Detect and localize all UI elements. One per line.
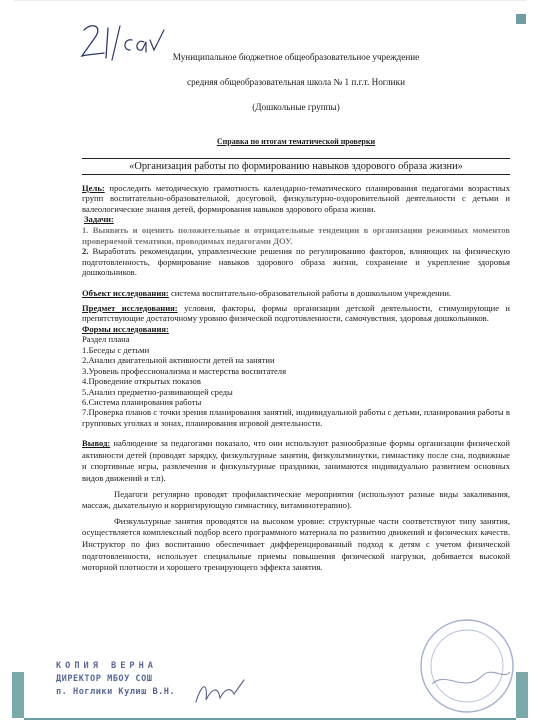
tasks-heading <box>82 214 510 225</box>
prophylaxis-paragraph: Педагоги регулярно проводят профилактические мероприятия (используют разные виды закаливания, массаж, дыхательную и корригирующую гимнастику, витаминотерапию). <box>82 488 510 511</box>
signature <box>190 672 250 712</box>
plan-item: 1.Беседы с детьми <box>82 344 150 355</box>
school-name-line-1: Муниципальное бюджетное общеобразовательное учреждение <box>172 52 420 62</box>
plan-item: 4.Проведение открытых показов <box>82 376 201 387</box>
goal-label: Цель: <box>82 182 105 193</box>
forms-heading <box>82 324 510 335</box>
plan-item: 5.Анализ предметно-развивающей среды <box>82 386 233 397</box>
task-2-text: Выработать рекомендации, управленческие решения по регулированию факторов, влияющих на физическую подготовленность, формирование навыков здорового образа жизни, сохранение и укрепление здоровья дошкольников. <box>82 246 510 278</box>
plan-section-title: Раздел плана <box>82 334 130 345</box>
round-seal <box>412 610 522 718</box>
stamp-line-2: ДИРЕКТОР МБОУ СОШ <box>56 674 153 684</box>
object-paragraph <box>82 288 510 299</box>
document-title: «Организация работы по формированию навыков здорового образа жизни» <box>82 158 510 175</box>
plan-item: 3.Уровень профессионализма и мастерства воспитателя <box>82 365 287 376</box>
conclusion-label: Вывод: <box>82 438 111 449</box>
plan-list <box>82 345 510 428</box>
accent-block-bottom-left <box>12 672 24 718</box>
conclusion-paragraph <box>82 438 510 484</box>
accent-block-top-right <box>516 14 526 24</box>
subject-paragraph <box>82 303 510 324</box>
task-1: 1. Выявить и оценить положительные и отрицательные тенденции в организации режимных моментов проверяемой тематики, проводимых педагогами ДОУ. <box>82 224 510 246</box>
document-subtitle: Справка по итогам тематической проверки <box>216 137 376 146</box>
subject-text: условия, факторы, формы организации детской деятельности, стимулирующие и препятствующие достаточному уровню физической подготовленности, самочувствия, здоровья дошкольников. <box>82 302 510 324</box>
right-margin <box>526 0 540 720</box>
stamp-line-3: п. Ноглики Кулиш В.Н. <box>56 687 176 697</box>
task-2 <box>82 246 510 278</box>
plan-item: 6.Система планирования работы <box>82 396 202 407</box>
school-name-line-2: средняя общеобразовательная школа № 1 п.г.т. Ноглики <box>187 77 405 87</box>
task-2-number: 2. <box>82 246 89 257</box>
forms-label: Формы исследования: <box>82 323 169 334</box>
physical-education-paragraph: Физкультурные занятия проводятся на высоком уровне: структурные части соответствуют типу занятия, осуществляется комплексный подбор всего программного материала по развитию движений и физических качеств. Инструктор по физ воспитанию обеспечивает дифференцированный подход к детям с учетом физической подготовленности, использует специальные приемы повышения физической нагрузки, добивается высокой моторной плотности и хорошего тренирующего эффекта занятия. <box>82 515 510 573</box>
frame-top-line <box>0 0 540 1</box>
conclusion-text: наблюдение за педагогами показало, что они используют разнообразные формы организации физической активности детей (проводят зарядку, физкультурные занятия, физкультминутки, гимнастику после сна, подвижные и спортивные игры, развлечения и физкультурные праздники, занимаются индивидуально развитием основных видов движений и т.п). <box>82 438 510 483</box>
goal-paragraph <box>82 183 510 215</box>
school-division: (Дошкольные группы) <box>252 102 340 112</box>
stamp-line-1: КОПИЯ ВЕРНА <box>56 661 157 671</box>
left-margin <box>0 0 14 720</box>
object-text: система воспитательно-образовательной работы в дошкольном учреждении. <box>168 287 452 298</box>
object-label: Объект исследования: <box>82 287 169 298</box>
plan-item: 2.Анализ двигательной активности детей на занятии <box>82 355 275 366</box>
subject-label: Предмет исследования: <box>82 302 178 313</box>
plan-item: 7.Проверка планов с точки зрения планирования занятий, индивидуальной работы с детьми, планирования работы в групповых уголках и зонах, планирования игровой деятельности. <box>82 407 510 428</box>
tasks-label: Задачи: <box>84 214 114 225</box>
goal-text: проследить методическую грамотность календарно-тематического планирования педагогами возрастных групп воспитательно-образовательной, досуговой, физкультурно-оздоровительной деятельности с детьми и валеологические знания детей, формирования навыков здорового образа жизни. <box>82 182 510 214</box>
